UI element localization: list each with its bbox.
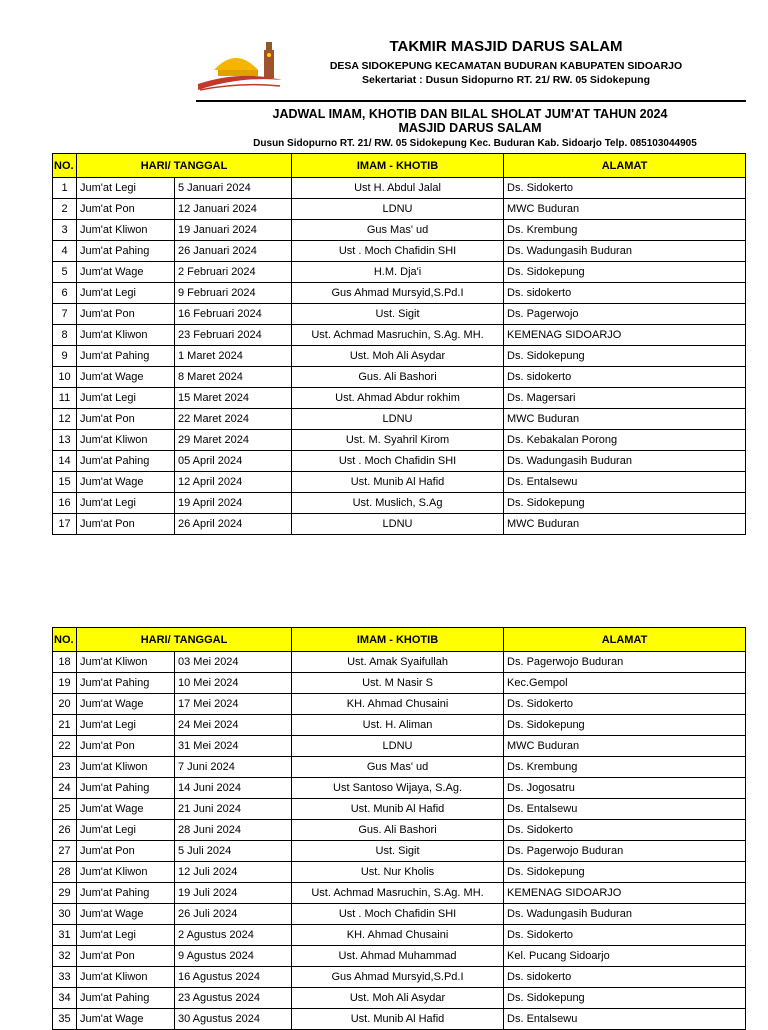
cell-imam: Ust. Moh Ali Asydar [292,346,504,367]
table-row [53,736,746,757]
cell-day: Jum'at Wage [77,694,175,715]
cell-imam: LDNU [292,199,504,220]
cell-date: 5 Juli 2024 [175,841,292,862]
cell-date: 19 April 2024 [175,493,292,514]
cell-no: 28 [53,862,77,883]
cell-imam: Ust. Munib Al Hafid [292,472,504,493]
cell-day: Jum'at Wage [77,472,175,493]
cell-day: Jum'at Pon [77,409,175,430]
col-header-imam: IMAM - KHOTIB [292,154,504,178]
table-header-row [53,154,746,178]
cell-imam: Ust. H. Aliman [292,715,504,736]
table-row [53,472,746,493]
cell-no: 12 [53,409,77,430]
table-row [53,652,746,673]
cell-day: Jum'at Legi [77,493,175,514]
cell-day: Jum'at Legi [77,820,175,841]
cell-date: 9 Februari 2024 [175,283,292,304]
cell-date: 23 Februari 2024 [175,325,292,346]
table-row [53,241,746,262]
cell-address: MWC Buduran [504,736,746,757]
cell-address: Ds. sidokerto [504,283,746,304]
col-header-imam: IMAM - KHOTIB [292,628,504,652]
col-header-address: ALAMAT [504,154,746,178]
cell-date: 1 Maret 2024 [175,346,292,367]
cell-address: Ds. Krembung [504,757,746,778]
cell-no: 23 [53,757,77,778]
cell-address: KEMENAG SIDOARJO [504,883,746,904]
cell-day: Jum'at Pahing [77,883,175,904]
cell-date: 03 Mei 2024 [175,652,292,673]
cell-date: 9 Agustus 2024 [175,946,292,967]
cell-imam: Ust. Nur Kholis [292,862,504,883]
cell-address: Kel. Pucang Sidoarjo [504,946,746,967]
cell-address: Ds. sidokerto [504,367,746,388]
cell-no: 27 [53,841,77,862]
cell-date: 23 Agustus 2024 [175,988,292,1009]
cell-imam: LDNU [292,514,504,535]
cell-imam: Ust. M. Syahril Kirom [292,430,504,451]
cell-imam: Ust. Ahmad Abdur rokhim [292,388,504,409]
cell-date: 26 Januari 2024 [175,241,292,262]
cell-day: Jum'at Pon [77,736,175,757]
cell-date: 28 Juni 2024 [175,820,292,841]
cell-address: Ds. Jogosatru [504,778,746,799]
cell-address: Ds. Sidokerto [504,694,746,715]
cell-imam: Gus. Ali Bashori [292,367,504,388]
cell-address: Ds. Sidokerto [504,820,746,841]
cell-imam: LDNU [292,736,504,757]
cell-day: Jum'at Legi [77,715,175,736]
cell-no: 17 [53,514,77,535]
table-row [53,346,746,367]
cell-address: Ds. Magersari [504,388,746,409]
cell-imam: Ust. Munib Al Hafid [292,1009,504,1030]
cell-date: 7 Juni 2024 [175,757,292,778]
cell-no: 11 [53,388,77,409]
mosque-logo-icon [196,40,284,96]
cell-no: 18 [53,652,77,673]
cell-date: 26 Juli 2024 [175,904,292,925]
cell-imam: Ust. Sigit [292,304,504,325]
cell-day: Jum'at Pahing [77,778,175,799]
cell-day: Jum'at Legi [77,283,175,304]
table-row [53,778,746,799]
cell-address: Ds. Wadungasih Buduran [504,451,746,472]
cell-address: Ds. sidokerto [504,967,746,988]
cell-imam: Gus. Ali Bashori [292,820,504,841]
cell-no: 8 [53,325,77,346]
cell-imam: LDNU [292,409,504,430]
cell-no: 22 [53,736,77,757]
cell-imam: KH. Ahmad Chusaini [292,925,504,946]
cell-address: Ds. Pagerwojo Buduran [504,841,746,862]
cell-imam: Ust. Ahmad Muhammad [292,946,504,967]
schedule-table-2 [52,627,746,1030]
cell-imam: H.M. Dja'i [292,262,504,283]
cell-no: 33 [53,967,77,988]
table-row [53,925,746,946]
table-row [53,946,746,967]
table-row [53,304,746,325]
cell-no: 10 [53,367,77,388]
cell-imam: Gus Ahmad Mursyid,S.Pd.I [292,967,504,988]
cell-imam: Ust. Achmad Masruchin, S.Ag. MH. [292,325,504,346]
cell-date: 12 Januari 2024 [175,199,292,220]
cell-day: Jum'at Kliwon [77,967,175,988]
cell-no: 6 [53,283,77,304]
cell-imam: KH. Ahmad Chusaini [292,694,504,715]
cell-address: Ds. Sidokepung [504,346,746,367]
cell-day: Jum'at Kliwon [77,652,175,673]
cell-address: Ds. Sidokepung [504,715,746,736]
cell-day: Jum'at Kliwon [77,430,175,451]
cell-date: 29 Maret 2024 [175,430,292,451]
table-row [53,451,746,472]
cell-day: Jum'at Pon [77,514,175,535]
cell-day: Jum'at Pahing [77,673,175,694]
table-row [53,178,746,199]
cell-imam: Ust. Munib Al Hafid [292,799,504,820]
table-row [53,799,746,820]
table-header-row [53,628,746,652]
col-header-address: ALAMAT [504,628,746,652]
schedule-title: JADWAL IMAM, KHOTIB DAN BILAL SHOLAT JUM'AT TAHUN 2024 [272,107,668,121]
cell-no: 24 [53,778,77,799]
col-header-date: HARI/ TANGGAL [77,628,292,652]
cell-date: 12 Juli 2024 [175,862,292,883]
cell-no: 29 [53,883,77,904]
cell-no: 16 [53,493,77,514]
cell-day: Jum'at Pon [77,841,175,862]
cell-address: Ds. Wadungasih Buduran [504,241,746,262]
cell-no: 19 [53,673,77,694]
table-row [53,409,746,430]
cell-day: Jum'at Pahing [77,451,175,472]
cell-imam: Ust . Moch Chafidin SHI [292,451,504,472]
cell-date: 19 Juli 2024 [175,883,292,904]
cell-no: 2 [53,199,77,220]
cell-address: Ds. Pagerwojo Buduran [504,652,746,673]
cell-no: 21 [53,715,77,736]
col-header-no: NO. [53,628,77,652]
col-header-no: NO. [53,154,77,178]
cell-day: Jum'at Legi [77,178,175,199]
table-row [53,988,746,1009]
table-row [53,883,746,904]
cell-day: Jum'at Wage [77,367,175,388]
cell-date: 22 Maret 2024 [175,409,292,430]
cell-date: 12 April 2024 [175,472,292,493]
cell-no: 20 [53,694,77,715]
cell-address: Ds. Pagerwojo [504,304,746,325]
table-row [53,262,746,283]
org-subtitle: DESA SIDOKEPUNG KECAMATAN BUDURAN KABUPATEN SIDOARJO [329,60,683,72]
cell-imam: Ust. Moh Ali Asydar [292,988,504,1009]
table-row [53,388,746,409]
cell-no: 9 [53,346,77,367]
cell-address: Ds. Sidokepung [504,862,746,883]
cell-address: MWC Buduran [504,409,746,430]
table-row [53,220,746,241]
cell-date: 14 Juni 2024 [175,778,292,799]
cell-address: Ds. Krembung [504,220,746,241]
table-row [53,493,746,514]
cell-address: Ds. Sidokepung [504,988,746,1009]
cell-imam: Gus Ahmad Mursyid,S.Pd.I [292,283,504,304]
cell-day: Jum'at Kliwon [77,757,175,778]
cell-address: Ds. Entalsewu [504,799,746,820]
cell-address: MWC Buduran [504,514,746,535]
table-row [53,673,746,694]
cell-no: 5 [53,262,77,283]
cell-no: 35 [53,1009,77,1030]
cell-no: 3 [53,220,77,241]
cell-no: 31 [53,925,77,946]
cell-date: 15 Maret 2024 [175,388,292,409]
table-row [53,715,746,736]
cell-imam: Gus Mas' ud [292,757,504,778]
col-header-date: HARI/ TANGGAL [77,154,292,178]
cell-date: 2 Agustus 2024 [175,925,292,946]
cell-day: Jum'at Pahing [77,346,175,367]
cell-address: KEMENAG SIDOARJO [504,325,746,346]
cell-imam: Ust . Moch Chafidin SHI [292,241,504,262]
cell-date: 10 Mei 2024 [175,673,292,694]
cell-day: Jum'at Legi [77,388,175,409]
table-row [53,841,746,862]
table-row [53,325,746,346]
table-row [53,820,746,841]
cell-day: Jum'at Pon [77,946,175,967]
cell-no: 32 [53,946,77,967]
cell-day: Jum'at Wage [77,799,175,820]
table-row [53,967,746,988]
cell-imam: Ust Santoso Wijaya, S.Ag. [292,778,504,799]
cell-day: Jum'at Pon [77,304,175,325]
cell-day: Jum'at Wage [77,904,175,925]
cell-date: 2 Februari 2024 [175,262,292,283]
cell-imam: Gus Mas' ud [292,220,504,241]
table-row [53,1009,746,1030]
cell-no: 15 [53,472,77,493]
cell-day: Jum'at Pahing [77,241,175,262]
cell-day: Jum'at Wage [77,1009,175,1030]
cell-no: 13 [53,430,77,451]
cell-address: Ds. Wadungasih Buduran [504,904,746,925]
cell-date: 17 Mei 2024 [175,694,292,715]
cell-imam: Ust. Muslich, S.Ag [292,493,504,514]
cell-address: Ds. Entalsewu [504,472,746,493]
cell-imam: Ust. Achmad Masruchin, S.Ag. MH. [292,883,504,904]
schedule-subtitle: MASJID DARUS SALAM [398,121,542,135]
table-row [53,862,746,883]
cell-address: Ds. Entalsewu [504,1009,746,1030]
cell-no: 34 [53,988,77,1009]
cell-address: Ds. Sidokerto [504,178,746,199]
cell-no: 25 [53,799,77,820]
table-row [53,199,746,220]
cell-day: Jum'at Kliwon [77,220,175,241]
cell-date: 21 Juni 2024 [175,799,292,820]
cell-day: Jum'at Pon [77,199,175,220]
cell-address: Ds. Sidokerto [504,925,746,946]
cell-address: Ds. Sidokepung [504,262,746,283]
cell-date: 31 Mei 2024 [175,736,292,757]
cell-address: MWC Buduran [504,199,746,220]
schedule-address: Dusun Sidopurno RT. 21/ RW. 05 Sidokepung Kec. Buduran Kab. Sidoarjo Telp. 085103044905 [253,138,697,149]
cell-no: 7 [53,304,77,325]
cell-no: 4 [53,241,77,262]
cell-date: 16 Februari 2024 [175,304,292,325]
cell-date: 16 Agustus 2024 [175,967,292,988]
cell-imam: Ust. M Nasir S [292,673,504,694]
cell-date: 19 Januari 2024 [175,220,292,241]
cell-date: 8 Maret 2024 [175,367,292,388]
cell-address: Ds. Sidokepung [504,493,746,514]
cell-day: Jum'at Kliwon [77,325,175,346]
cell-date: 30 Agustus 2024 [175,1009,292,1030]
cell-date: 5 Januari 2024 [175,178,292,199]
table-row [53,757,746,778]
cell-imam: Ust . Moch Chafidin SHI [292,904,504,925]
cell-imam: Ust H. Abdul Jalal [292,178,504,199]
cell-no: 1 [53,178,77,199]
cell-address: Ds. Kebakalan Porong [504,430,746,451]
table-row [53,904,746,925]
table-row [53,694,746,715]
org-title: TAKMIR MASJID DARUS SALAM [389,38,623,55]
cell-imam: Ust. Sigit [292,841,504,862]
cell-date: 26 April 2024 [175,514,292,535]
table-row [53,514,746,535]
cell-day: Jum'at Wage [77,262,175,283]
org-secretariat: Sekertariat : Dusun Sidopurno RT. 21/ RW. 05 Sidokepung [361,74,651,86]
cell-date: 05 April 2024 [175,451,292,472]
cell-date: 24 Mei 2024 [175,715,292,736]
table-row [53,367,746,388]
table-row [53,283,746,304]
cell-address: Kec.Gempol [504,673,746,694]
cell-no: 30 [53,904,77,925]
cell-day: Jum'at Kliwon [77,862,175,883]
cell-imam: Ust. Amak Syaifullah [292,652,504,673]
cell-no: 26 [53,820,77,841]
cell-day: Jum'at Pahing [77,988,175,1009]
header-divider [196,100,746,102]
letterhead [0,0,768,104]
cell-no: 14 [53,451,77,472]
schedule-table-1 [52,153,746,535]
table-row [53,430,746,451]
cell-day: Jum'at Legi [77,925,175,946]
